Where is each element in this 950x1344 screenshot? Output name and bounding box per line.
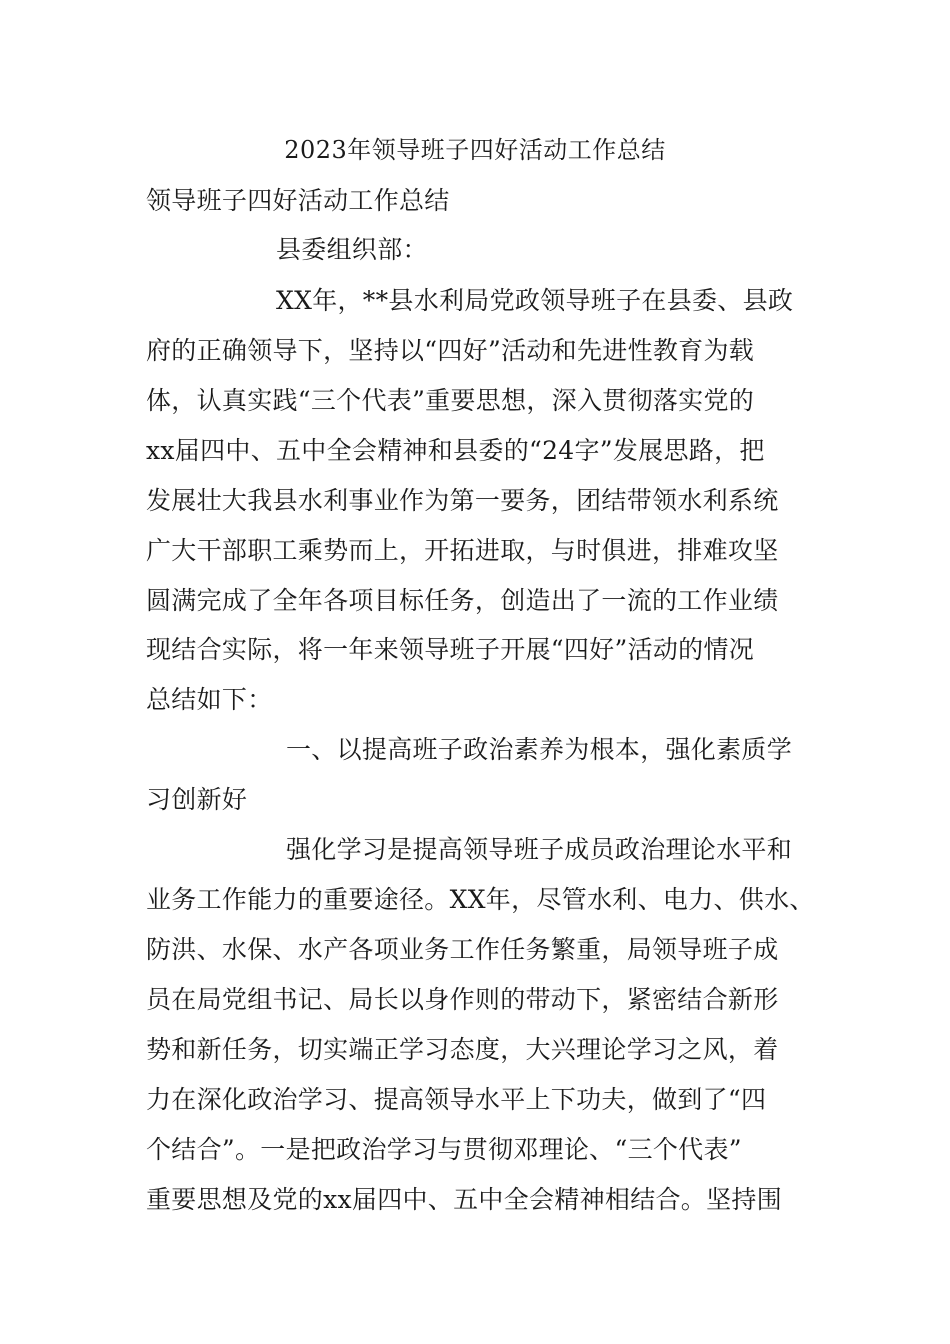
paragraph-line: 体，认真实践“三个代表”重要思想，深入贯彻落实党的 — [146, 386, 755, 415]
paragraph-line: 强化学习是提高领导班子成员政治理论水平和 — [286, 835, 793, 864]
paragraph-line: 现结合实际，将一年来领导班子开展“四好”活动的情况 — [146, 635, 755, 664]
paragraph-line: 个结合”。一是把政治学习与贯彻邓理论、“三个代表” — [146, 1135, 742, 1164]
paragraph-line: 圆满完成了全年各项目标任务，创造出了一流的工作业绩 — [146, 586, 779, 615]
subtitle-line: 领导班子四好活动工作总结 — [146, 186, 450, 215]
paragraph-line: 府的正确领导下，坚持以“四好”活动和先进性教育为载 — [146, 336, 755, 365]
addressee-line: 县委组织部： — [276, 235, 428, 264]
paragraph-line: 总结如下： — [146, 685, 273, 714]
paragraph-line: 力在深化政治学习、提高领导水平上下功夫，做到了“四 — [146, 1085, 767, 1114]
paragraph-line: 发展壮大我县水利事业作为第一要务，团结带领水利系统 — [146, 486, 779, 515]
section-heading-line: 习创新好 — [146, 785, 248, 814]
document-title: 2023年领导班子四好活动工作总结 — [284, 136, 666, 164]
paragraph-line: 重要思想及党的xx届四中、五中全会精神相结合。坚持围 — [146, 1185, 783, 1214]
paragraph-line: XX年，**县水利局党政领导班子在县委、县政 — [276, 286, 794, 315]
paragraph-line: 员在局党组书记、局长以身作则的带动下，紧密结合新形 — [146, 985, 779, 1014]
paragraph-line: 防洪、水保、水产各项业务工作任务繁重，局领导班子成 — [146, 935, 779, 964]
paragraph-line: xx届四中、五中全会精神和县委的“24字”发展思路，把 — [146, 436, 765, 465]
section-heading-line: 一、以提高班子政治素养为根本，强化素质学 — [286, 735, 793, 764]
paragraph-line: 业务工作能力的重要途径。XX年，尽管水利、电力、供水、 — [146, 885, 815, 914]
paragraph-line: 广大干部职工乘势而上，开拓进取，与时俱进，排难攻坚 — [146, 536, 779, 565]
paragraph-line: 势和新任务，切实端正学习态度，大兴理论学习之风，着 — [146, 1035, 779, 1064]
